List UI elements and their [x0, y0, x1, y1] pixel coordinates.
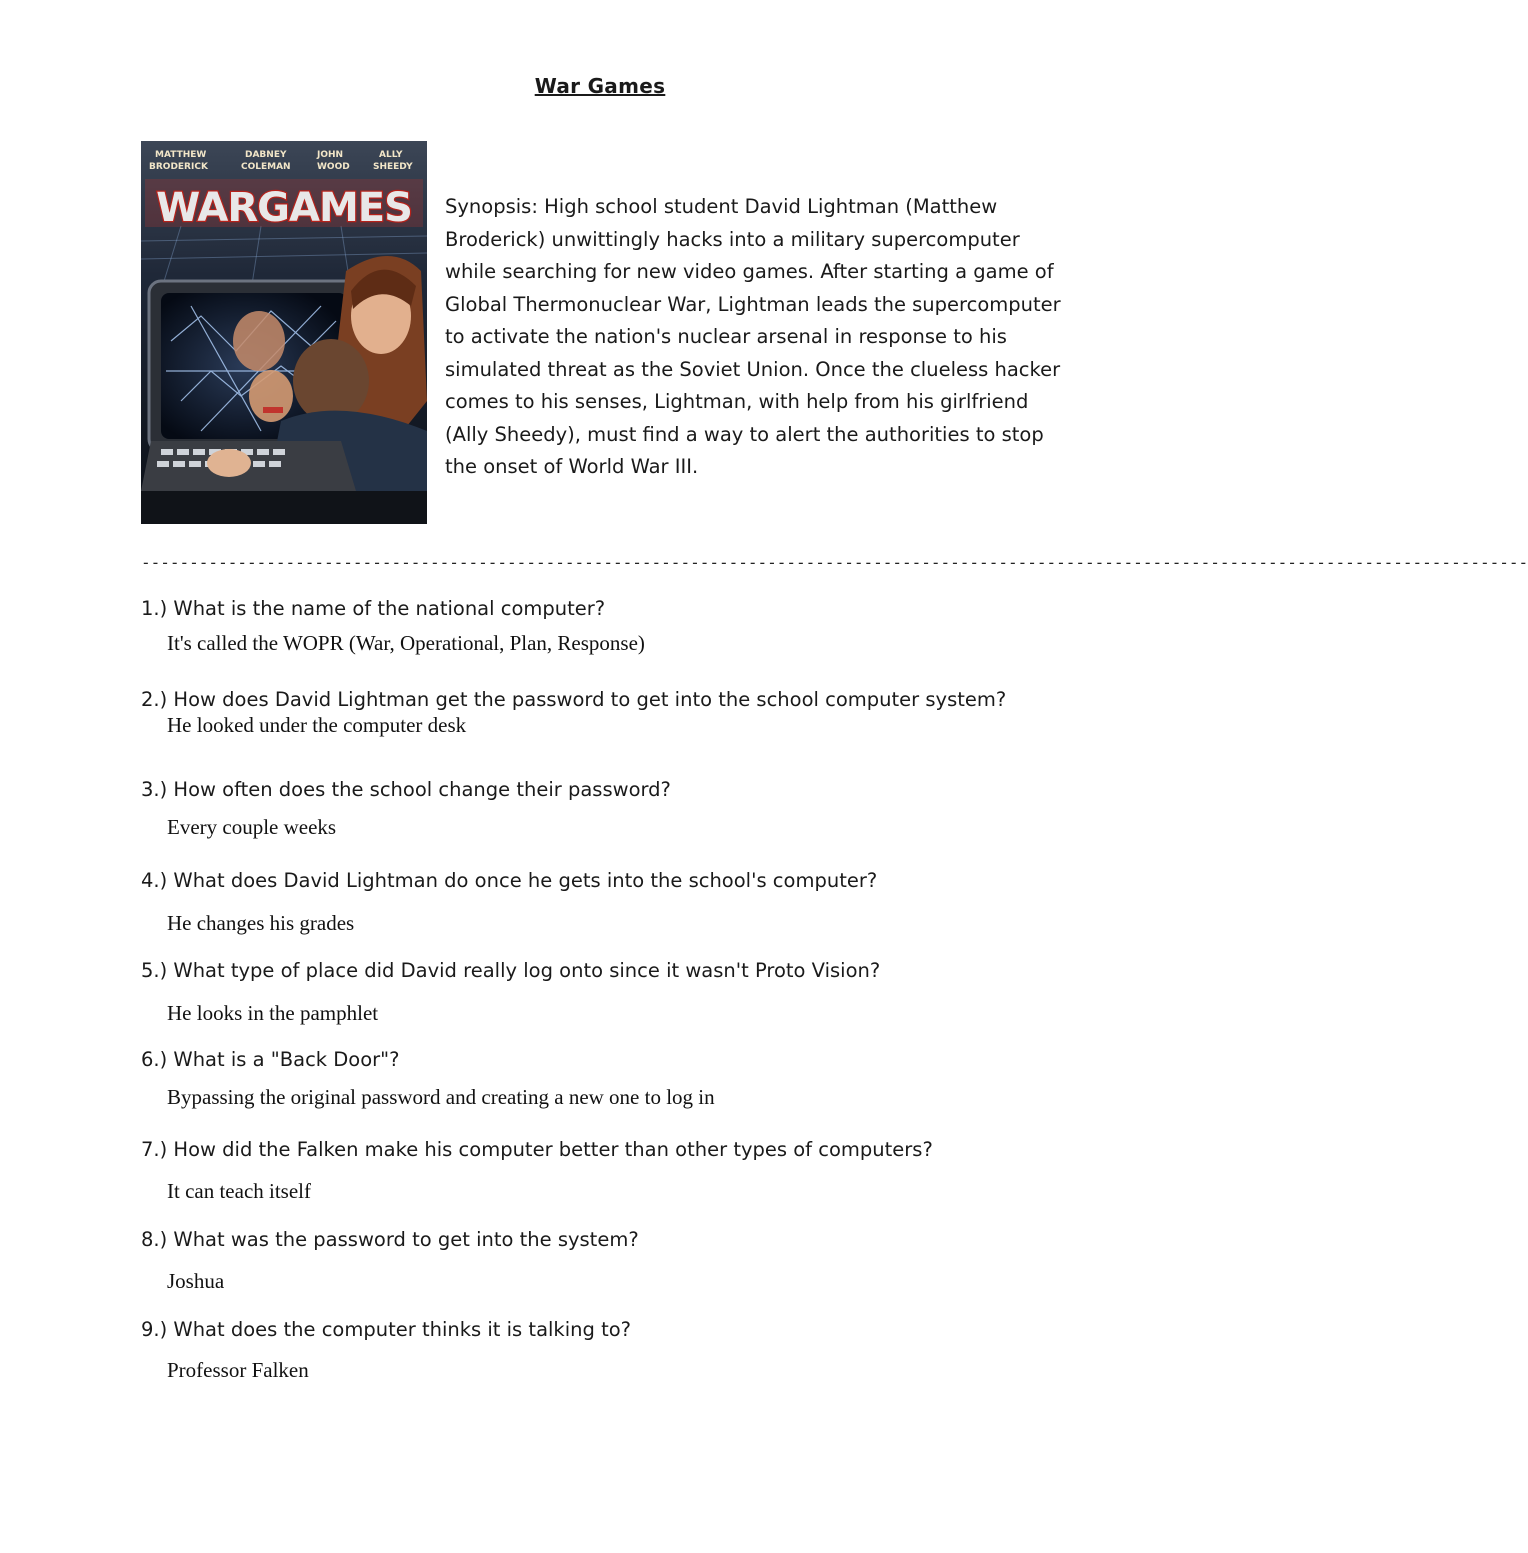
poster-actor-first: DABNEY	[245, 150, 287, 160]
synopsis-paragraph	[445, 191, 1065, 484]
poster-actor-last: COLEMAN	[241, 162, 291, 172]
question-4: 4.) What does David Lightman do once he gets into the school's computer?	[141, 869, 878, 892]
answer-3: Every couple weeks	[167, 815, 337, 839]
question-2: 2.) How does David Lightman get the password to get into the school computer system?	[141, 688, 1007, 711]
answer-5: He looks in the pamphlet	[167, 1001, 379, 1025]
movie-poster	[141, 141, 427, 524]
poster-actor-first: ALLY	[379, 150, 403, 160]
answer-7: It can teach itself	[167, 1179, 312, 1203]
page-title: War Games	[534, 74, 666, 98]
question-1: 1.) What is the name of the national computer?	[141, 597, 606, 620]
question-3: 3.) How often does the school change their password?	[141, 778, 671, 801]
dashed-divider: ------------------------------------------------------------------------------------------------------------------------------------------------	[141, 553, 1528, 572]
synopsis-label: Synopsis:	[445, 195, 538, 218]
poster-actor-first: JOHN	[317, 150, 344, 160]
question-9: 9.) What does the computer thinks it is talking to?	[141, 1318, 632, 1341]
poster-actor-last: WOOD	[317, 162, 350, 172]
answer-8: Joshua	[167, 1269, 225, 1293]
question-5: 5.) What type of place did David really log onto since it wasn't Proto Vision?	[141, 959, 881, 982]
answer-4: He changes his grades	[167, 911, 355, 935]
poster-actor-first: MATTHEW	[155, 150, 207, 160]
question-6: 6.) What is a "Back Door"?	[141, 1048, 400, 1071]
poster-actor-last: BRODERICK	[149, 162, 208, 172]
poster-actor-last: SHEEDY	[373, 162, 413, 172]
answer-6: Bypassing the original password and creating a new one to log in	[167, 1085, 715, 1109]
answer-1: It's called the WOPR (War, Operational, Plan, Response)	[167, 631, 645, 655]
question-8: 8.) What was the password to get into the system?	[141, 1228, 639, 1251]
synopsis-text: High school student David Lightman (Matthew Broderick) unwittingly hacks into a military supercomputer while searching for new video games. After starting a game of Global Thermonuclear War, Lightman leads the supercomputer to activate the nation's nuclear arsenal in response to his simulated threat as the Soviet Union. Once the clueless hacker comes to his senses, Lightman, with help from his girlfriend (Ally Sheedy), must find a way to alert the authorities to stop the onset of World War III.	[445, 195, 1061, 478]
poster-logo: WARGAMES	[156, 185, 412, 231]
answer-2: He looked under the computer desk	[167, 713, 467, 737]
question-7: 7.) How did the Falken make his computer better than other types of computers?	[141, 1138, 933, 1161]
answer-9: Professor Falken	[167, 1358, 309, 1382]
